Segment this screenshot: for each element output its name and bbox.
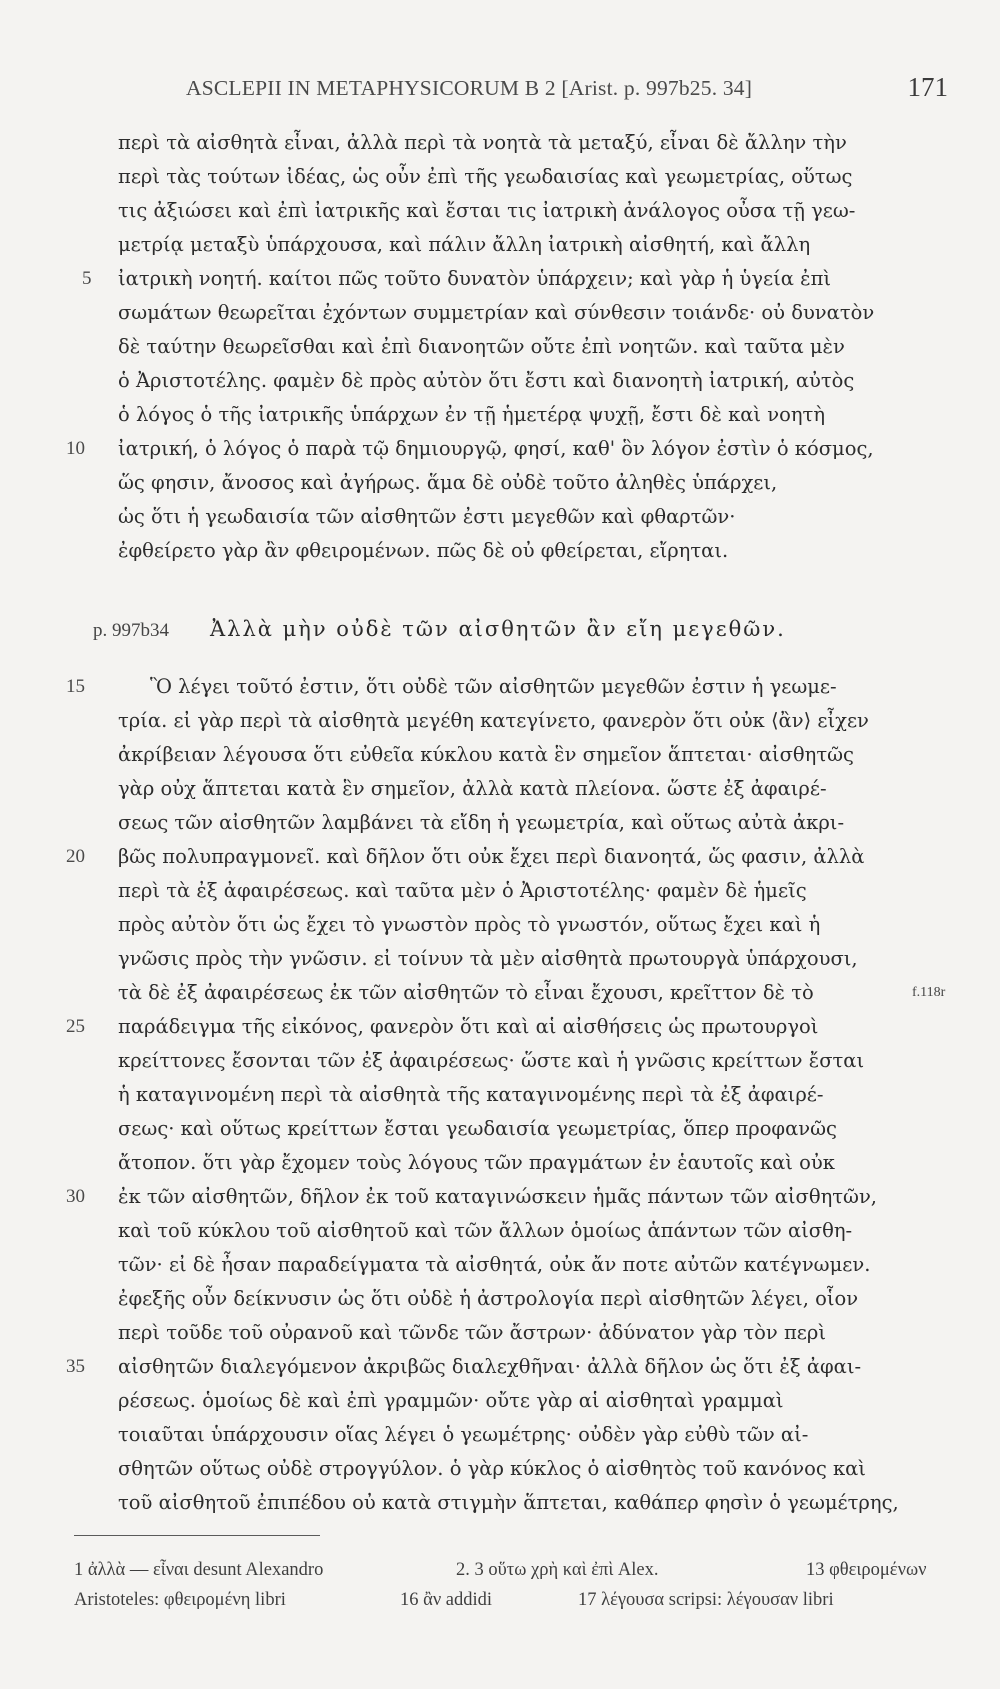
text-line: τῶν· εἰ δὲ ἦσαν παραδείγματα τὰ αἰσθητά, οὐκ ἄν ποτε αὐτῶν κατέγνωμεν. xyxy=(118,1253,871,1276)
text-line: τις ἀξιώσει καὶ ἐπὶ ἰατρικῆς καὶ ἔσται τις ἰατρικὴ ἀνάλογος οὖσα τῇ γεω- xyxy=(118,199,856,222)
text-line: ρέσεως. ὁμοίως δὲ καὶ ἐπὶ γραμμῶν· οὔτε γὰρ αἱ αἰσθηταὶ γραμμαὶ xyxy=(118,1389,784,1412)
text-line: περὶ τὰ αἰσθητὰ εἶναι, ἀλλὰ περὶ τὰ νοητὰ τὰ μεταξύ, εἶναι δὲ ἄλλην τὴν xyxy=(118,131,847,154)
footnote: 17 λέγουσα scripsi: λέγουσαν libri xyxy=(578,1590,834,1610)
text-line: περὶ τὰς τούτων ἰδέας, ὡς οὖν ἐπὶ τῆς γεωδαισίας καὶ γεωμετρίας, οὕτως xyxy=(118,165,853,188)
text-line: γνῶσις πρὸς τὴν γνῶσιν. εἰ τοίνυν τὰ μὲν αἰσθητὰ πρωτουργὰ ὑπάρχουσι, xyxy=(118,947,858,970)
text-line: τὰ δὲ ἐξ ἀφαιρέσεως ἐκ τῶν αἰσθητῶν τὸ εἶναι ἔχουσι, κρεῖττον δὲ τὸ xyxy=(118,981,814,1004)
footnote: 13 φθειρομένων xyxy=(806,1560,927,1580)
text-line: ἐφεξῆς οὖν δείκνυσιν ὡς ὅτι οὐδὲ ἡ ἀστρολογία περὶ αἰσθητῶν λέγει, οἷον xyxy=(118,1287,859,1310)
text-line: ἐκ τῶν αἰσθητῶν, δῆλον ἐκ τοῦ καταγινώσκειν ἡμᾶς πάντων τῶν αἰσθητῶν, xyxy=(118,1185,878,1208)
text-line: τοῦ αἰσθητοῦ ἐπιπέδου οὐ κατὰ στιγμὴν ἅπτεται, καθάπερ φησὶν ὁ γεωμέτρης, xyxy=(118,1491,899,1514)
footnote: Aristoteles: φθειρομένη libri xyxy=(74,1590,286,1610)
text-line: ἡ καταγινομένη περὶ τὰ αἰσθητὰ τῆς καταγινομένης περὶ τὰ ἐξ ἀφαιρέ- xyxy=(118,1083,824,1106)
page-number: 171 xyxy=(907,72,948,102)
text-line: ἄτοπον. ὅτι γὰρ ἔχομεν τοὺς λόγους τῶν πραγμάτων ἐν ἑαυτοῖς καὶ οὐκ xyxy=(118,1151,835,1174)
line-number: 15 xyxy=(66,676,85,697)
text-line: πρὸς αὐτὸν ὅτι ὡς ἔχει τὸ γνωστὸν πρὸς τὸ γνωστόν, οὕτως ἔχει καὶ ἡ xyxy=(118,913,821,936)
text-line: καὶ τοῦ κύκλου τοῦ αἰσθητοῦ καὶ τῶν ἄλλων ὁμοίως ἁπάντων τῶν αἰσθη- xyxy=(118,1219,853,1242)
text-line: βῶς πολυπραγμονεῖ. καὶ δῆλον ὅτι οὐκ ἔχει περὶ διανοητά, ὥς φασιν, ἀλλὰ xyxy=(118,845,865,868)
lemma-reference: p. 997b34 xyxy=(93,620,169,641)
text-line: ὥς φησιν, ἄνοσος καὶ ἀγήρως. ἅμα δὲ οὐδὲ τοῦτο ἀληθὲς ὑπάρχει, xyxy=(118,471,778,494)
text-line: τοιαῦται ὑπάρχουσιν οἵας λέγει ὁ γεωμέτρης· οὐδὲν γὰρ εὐθὺ τῶν αἰ- xyxy=(118,1423,809,1446)
text-line: σωμάτων θεωρεῖται ἐχόντων συμμετρίαν καὶ σύνθεσιν τοιάνδε· οὐ δυνατὸν xyxy=(118,301,875,324)
text-line: ὁ λόγος ὁ τῆς ἰατρικῆς ὑπάρχων ἐν τῇ ἡμετέρᾳ ψυχῇ, ἔστι δὲ καὶ νοητὴ xyxy=(118,403,826,426)
text-line: δὲ ταύτην θεωρεῖσθαι καὶ ἐπὶ διανοητῶν οὔτε ἐπὶ νοητῶν. καὶ ταῦτα μὲν xyxy=(118,335,845,358)
running-head: ASCLEPII IN METAPHYSICORUM B 2 [Arist. p. 997b25. 34] xyxy=(186,76,753,100)
text-line: σεως τῶν αἰσθητῶν λαμβάνει τὰ εἴδη ἡ γεωμετρία, καὶ οὕτως αὐτὰ ἀκρι- xyxy=(118,811,845,834)
line-number: 10 xyxy=(66,438,85,459)
folio-marker: f.118r xyxy=(912,985,946,1000)
text-line: Ὃ λέγει τοῦτό ἐστιν, ὅτι οὐδὲ τῶν αἰσθητῶν μεγεθῶν ἐστιν ἡ γεωμε- xyxy=(150,675,837,698)
text-line: περὶ τοῦδε τοῦ οὐρανοῦ καὶ τῶνδε τῶν ἄστρων· ἀδύνατον γὰρ τὸν περὶ xyxy=(118,1321,826,1344)
text-line: ἀκρίβειαν λέγουσα ὅτι εὐθεῖα κύκλου κατὰ ἓν σημεῖον ἅπτεται· αἰσθητῶς xyxy=(118,743,854,766)
line-number: 35 xyxy=(66,1356,85,1377)
text-line: παράδειγμα τῆς εἰκόνος, φανερὸν ὅτι καὶ αἱ αἰσθήσεις ὡς πρωτουργοὶ xyxy=(118,1015,819,1038)
footnote: 2. 3 οὕτω χρὴ καὶ ἐπὶ Alex. xyxy=(456,1560,659,1580)
text-line: ἰατρική, ὁ λόγος ὁ παρὰ τῷ δημιουργῷ, φησί, καθ' ὃν λόγον ἐστὶν ὁ κόσμος, xyxy=(118,437,874,460)
line-number: 25 xyxy=(66,1016,85,1037)
line-number: 30 xyxy=(66,1186,85,1207)
text-line: σεως· καὶ οὕτως κρείττων ἔσται γεωδαισία γεωμετρίας, ὅπερ προφανῶς xyxy=(118,1117,837,1140)
text-line: μετρίᾳ μεταξὺ ὑπάρχουσα, καὶ πάλιν ἄλλη ἰατρικὴ αἰσθητή, καὶ ἄλλη xyxy=(118,233,811,256)
footnote: 1 ἀλλὰ — εἶναι desunt Alexandro xyxy=(74,1560,324,1580)
line-number: 5 xyxy=(82,268,92,289)
lemma-text: Ἀλλὰ μὴν οὐδὲ τῶν αἰσθητῶν ἂν εἴη μεγεθῶν. xyxy=(210,617,786,641)
text-line: αἰσθητῶν διαλεγόμενον ἀκριβῶς διαλεχθῆναι· ἀλλὰ δῆλον ὡς ὅτι ἐξ ἀφαι- xyxy=(118,1355,862,1378)
page-header xyxy=(0,72,1000,112)
text-line: ὡς ὅτι ἡ γεωδαισία τῶν αἰσθητῶν ἐστι μεγεθῶν καὶ φθαρτῶν· xyxy=(118,505,736,528)
text-line: ὁ Ἀριστοτέλης. φαμὲν δὲ πρὸς αὐτὸν ὅτι ἔστι καὶ διανοητὴ ἰατρική, αὐτὸς xyxy=(118,369,855,392)
text-line: ἰατρικὴ νοητή. καίτοι πῶς τοῦτο δυνατὸν ὑπάρχειν; καὶ γὰρ ἡ ὑγεία ἐπὶ xyxy=(118,267,832,290)
text-line: ἐφθείρετο γὰρ ἂν φθειρομένων. πῶς δὲ οὐ φθείρεται, εἴρηται. xyxy=(118,539,729,562)
text-line: τρία. εἰ γὰρ περὶ τὰ αἰσθητὰ μεγέθη κατεγίνετο, φανερὸν ὅτι οὐκ ⟨ἂν⟩ εἶχεν xyxy=(118,709,869,732)
footnote: 16 ἂν addidi xyxy=(400,1590,493,1610)
text-line: περὶ τὰ ἐξ ἀφαιρέσεως. καὶ ταῦτα μὲν ὁ Ἀριστοτέλης· φαμὲν δὲ ἡμεῖς xyxy=(118,879,807,902)
line-number: 20 xyxy=(66,846,85,867)
text-line: γὰρ οὐχ ἅπτεται κατὰ ἓν σημεῖον, ἀλλὰ κατὰ πλείονα. ὥστε ἐξ ἀφαιρέ- xyxy=(118,777,827,800)
footnote-rule xyxy=(74,1535,320,1536)
text-line: κρείττονες ἔσονται τῶν ἐξ ἀφαιρέσεως· ὥστε καὶ ἡ γνῶσις κρείττων ἔσται xyxy=(118,1049,865,1072)
text-line: σθητῶν οὕτως οὐδὲ στρογγύλον. ὁ γὰρ κύκλος ὁ αἰσθητὸς τοῦ κανόνος καὶ xyxy=(118,1457,866,1480)
